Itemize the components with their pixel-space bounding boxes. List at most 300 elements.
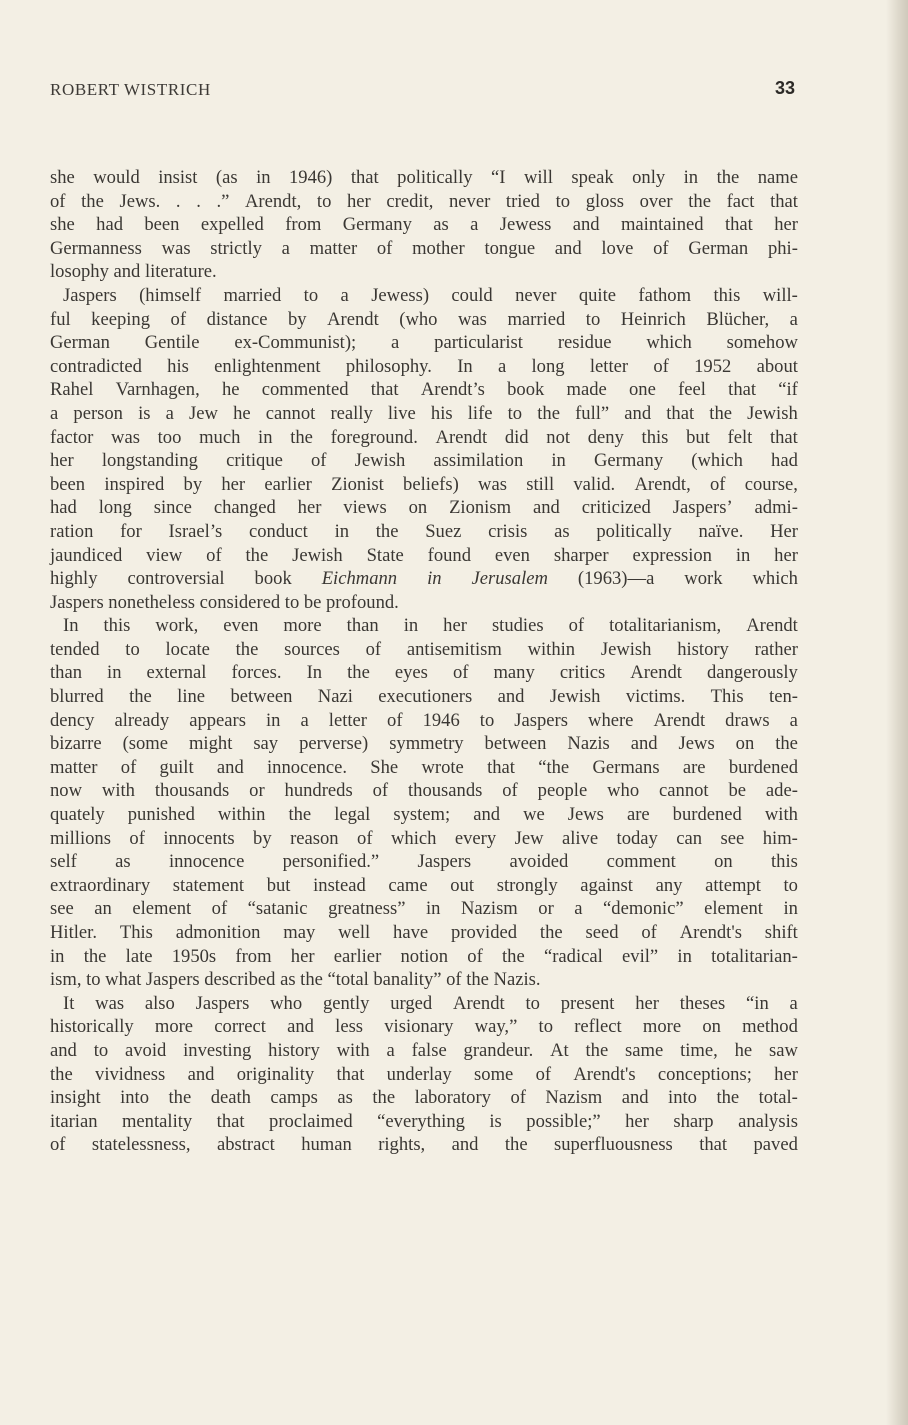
word: the — [709, 402, 732, 424]
word: into — [668, 1087, 697, 1109]
word: to — [93, 1039, 109, 1061]
word: was — [111, 426, 140, 448]
word: quite — [578, 284, 616, 306]
word: tended — [50, 638, 100, 660]
text-line — [50, 945, 798, 969]
word: full” — [575, 402, 610, 424]
word: had — [771, 450, 798, 472]
word: than — [50, 662, 83, 684]
word: Zionism — [449, 497, 512, 519]
word: this — [771, 851, 798, 873]
word: somehow — [726, 332, 798, 354]
word: reflect — [574, 1016, 622, 1038]
word: vividness — [95, 1063, 166, 1085]
word: Jaspers — [50, 591, 104, 613]
word: within — [217, 804, 266, 826]
word: legal — [334, 804, 371, 826]
word: had — [96, 214, 124, 236]
text-line — [50, 638, 798, 662]
word: between — [230, 686, 293, 708]
word: a — [789, 992, 798, 1014]
word: more — [283, 615, 322, 637]
word: valid. — [573, 473, 616, 495]
word: in — [783, 898, 798, 920]
word: even — [494, 544, 530, 566]
italic-word: Eichmann — [321, 568, 398, 590]
word: burdened — [672, 804, 742, 826]
word: that — [728, 379, 757, 401]
word: to — [316, 190, 332, 212]
word: that — [336, 1063, 365, 1085]
word: locate — [165, 638, 210, 660]
word: as — [554, 520, 570, 542]
word: present — [560, 992, 615, 1014]
word: line — [177, 686, 206, 708]
text-line — [50, 1039, 798, 1063]
word: Jewish — [747, 402, 798, 424]
word: the — [539, 922, 563, 943]
word: a — [391, 332, 400, 354]
word: Arendt's — [679, 922, 742, 943]
word: as — [337, 1087, 353, 1109]
word: beliefs) — [403, 473, 459, 495]
word: to — [86, 969, 101, 991]
word: a — [165, 402, 174, 424]
word: Gentile — [144, 332, 200, 354]
word: criticized — [581, 497, 651, 519]
word: and — [624, 402, 652, 424]
word: that — [350, 167, 379, 188]
word: that — [216, 1110, 245, 1132]
word: of — [170, 308, 187, 330]
word: see — [50, 898, 74, 920]
word: considered — [199, 591, 281, 613]
word: Jews. — [119, 190, 161, 212]
word: State — [366, 544, 404, 566]
word: of — [50, 190, 66, 212]
word: foreground. — [330, 426, 418, 448]
page-binding-shadow — [886, 0, 908, 1425]
word: people — [537, 780, 588, 802]
word: described — [204, 969, 276, 991]
word: Jaspers — [417, 851, 472, 873]
word: in — [683, 167, 699, 188]
word: her — [290, 945, 315, 967]
word: late — [125, 945, 153, 967]
word: never — [515, 284, 557, 306]
word: the — [585, 1039, 609, 1061]
word: the — [775, 733, 798, 755]
word: will- — [762, 284, 798, 306]
word: say — [253, 733, 279, 755]
word: the — [504, 1134, 528, 1156]
word: “demonic” — [603, 898, 684, 920]
word: In — [63, 615, 79, 637]
word: earlier — [264, 473, 312, 495]
word: “radical — [543, 945, 603, 967]
word: matter — [309, 237, 358, 259]
word: theses — [679, 992, 726, 1014]
word: as — [280, 969, 296, 991]
word: her — [625, 1110, 649, 1132]
word: even — [223, 615, 259, 637]
word: the — [129, 686, 152, 708]
word: highly — [50, 568, 98, 590]
word: abstract — [216, 1134, 275, 1156]
word: Germany — [342, 214, 412, 236]
word: longstanding — [101, 450, 198, 472]
word: ten- — [769, 686, 798, 708]
word: but — [686, 426, 710, 448]
word: which — [646, 332, 692, 354]
word: that — [487, 756, 515, 778]
word: expelled — [200, 214, 264, 236]
text-line — [50, 1015, 798, 1039]
text-line — [50, 732, 798, 756]
word: rights, — [378, 1134, 426, 1156]
word: than — [346, 615, 379, 637]
word: much — [199, 426, 241, 448]
text-line — [50, 190, 798, 214]
word: was — [478, 473, 507, 495]
word: Jews — [567, 804, 604, 826]
word: any — [655, 874, 683, 896]
word: (as — [215, 167, 238, 188]
word: sharp — [673, 1110, 714, 1132]
word: and — [216, 756, 244, 778]
word: and — [451, 1134, 479, 1156]
word: assimilation — [433, 450, 524, 472]
word: really — [330, 402, 373, 424]
word: and — [473, 804, 501, 826]
word: or — [249, 780, 265, 802]
word: where — [588, 709, 634, 731]
word: that — [770, 190, 798, 212]
word: her — [297, 497, 322, 519]
word: from — [235, 945, 272, 967]
word: and — [621, 1087, 649, 1109]
word: Israel’s — [168, 520, 223, 542]
word: crisis — [488, 520, 528, 542]
word: could — [451, 284, 493, 306]
word: perverse) — [299, 733, 369, 755]
word: matter — [50, 756, 98, 778]
word: her — [774, 214, 798, 236]
word: maintained — [620, 214, 704, 236]
word: his — [167, 355, 189, 377]
word: of — [206, 544, 222, 566]
word: correct — [214, 1016, 266, 1038]
word: comment — [606, 851, 676, 873]
word: . — [196, 190, 201, 212]
word: urged — [390, 992, 433, 1014]
word: Arendt, — [634, 473, 691, 495]
word: executioners — [378, 686, 473, 708]
word: of — [120, 756, 137, 778]
word: who — [607, 780, 640, 802]
word: book — [507, 379, 545, 401]
word: Germanness — [50, 237, 142, 259]
word: this — [103, 615, 131, 637]
word: that — [724, 214, 753, 236]
running-head — [50, 80, 795, 104]
word: now — [50, 780, 83, 802]
word: Jewish — [600, 638, 652, 660]
word: his — [430, 402, 453, 424]
word: 1946 — [422, 709, 460, 731]
text-line — [50, 874, 798, 898]
text-line — [50, 1063, 798, 1087]
word: time, — [680, 1039, 718, 1061]
word: was — [458, 308, 487, 330]
word: that — [769, 426, 798, 448]
word: investing — [183, 1039, 252, 1061]
word: Arendt’s — [420, 379, 485, 401]
word: sources — [284, 638, 340, 660]
word: Arendt — [653, 709, 706, 731]
word: ex-Communist); — [234, 332, 357, 354]
word: German — [50, 332, 110, 354]
word: keeping — [91, 308, 151, 330]
word: but — [266, 874, 291, 896]
word: a — [574, 898, 583, 920]
italic-word: Jerusalem — [471, 568, 548, 590]
text-line — [50, 402, 798, 426]
word: history — [677, 638, 729, 660]
body-text — [50, 166, 798, 1157]
word: an — [94, 898, 112, 920]
word: the — [347, 662, 370, 684]
word: total- — [758, 1087, 798, 1109]
word: married — [223, 284, 282, 306]
word: Heinrich — [620, 308, 686, 330]
word: about — [756, 355, 798, 377]
word: earlier — [333, 945, 382, 967]
word: of — [641, 922, 657, 943]
word: Arendt's — [573, 1063, 636, 1085]
word: to — [538, 1016, 553, 1038]
word: statelessness, — [91, 1134, 191, 1156]
word: 1946) — [288, 167, 333, 188]
word: conceptions; — [657, 1063, 752, 1085]
word: life — [467, 402, 493, 424]
word: quately — [50, 804, 105, 826]
word: that — [666, 402, 695, 424]
word: since — [153, 497, 192, 519]
word: never — [448, 190, 491, 212]
word: is — [489, 1110, 502, 1132]
word: guilt — [159, 756, 194, 778]
word: with — [101, 780, 135, 802]
word: Germany — [593, 450, 664, 472]
word: the — [716, 167, 740, 188]
word: long — [531, 355, 565, 377]
word: of — [365, 638, 382, 660]
word: tried — [505, 190, 540, 212]
word: mentality — [121, 1110, 193, 1132]
word: did — [504, 426, 529, 448]
word: saw — [769, 1039, 798, 1061]
text-line — [50, 567, 798, 591]
text-line — [50, 591, 798, 615]
word: notion — [400, 945, 449, 967]
word: provided — [450, 922, 518, 943]
word: banality” — [373, 969, 442, 991]
word: Jaspers — [514, 709, 568, 731]
word: found — [427, 544, 472, 566]
word: or — [538, 898, 554, 920]
word: who — [270, 992, 303, 1014]
word: in — [551, 450, 566, 472]
text-line — [50, 496, 798, 520]
word: originality — [236, 1063, 315, 1085]
text-line — [50, 544, 798, 568]
word: the — [83, 945, 107, 967]
text-line — [50, 850, 798, 874]
word: Jaspers — [145, 969, 200, 991]
word: credit, — [386, 190, 434, 212]
word: It — [63, 992, 75, 1014]
text-line — [50, 709, 798, 733]
word: over — [639, 190, 673, 212]
word: Jew — [189, 402, 218, 424]
word: to — [125, 638, 140, 660]
word: (some — [122, 733, 169, 755]
word: to — [284, 591, 300, 613]
word: her — [774, 1063, 798, 1085]
word: extraordinary — [50, 874, 151, 896]
text-line — [50, 426, 798, 450]
word: punished — [127, 804, 195, 826]
word: rather — [754, 638, 798, 660]
word: as — [115, 851, 131, 873]
text-line — [50, 284, 798, 308]
word: and — [287, 1016, 314, 1038]
word: ade- — [765, 780, 798, 802]
word: contradicted — [50, 355, 142, 377]
word: a — [50, 402, 59, 424]
word: millions — [50, 827, 111, 849]
word: paved — [753, 1134, 798, 1156]
word: Zionist — [331, 473, 384, 495]
word: the — [466, 969, 489, 991]
word: letter — [589, 355, 629, 377]
word: German — [688, 237, 749, 259]
word: false — [411, 1039, 447, 1061]
word: been — [144, 214, 180, 236]
word: admonition — [175, 922, 261, 943]
text-line — [50, 260, 798, 284]
word: long — [98, 497, 132, 519]
word: self — [50, 851, 77, 873]
word: changed — [213, 497, 276, 519]
word: Varnhagen, — [115, 379, 200, 401]
word: (1963)—a — [577, 568, 655, 590]
word: Jaspers — [63, 284, 117, 306]
word: speak — [571, 167, 614, 188]
text-line — [50, 355, 798, 379]
word: seed — [585, 922, 619, 943]
word: fathom — [638, 284, 692, 306]
word: against — [580, 874, 633, 896]
word: also — [144, 992, 175, 1014]
word: already — [114, 709, 170, 731]
word: Jaspers — [195, 992, 250, 1014]
word: hundreds — [284, 780, 353, 802]
word: a — [789, 308, 798, 330]
word: to — [479, 709, 495, 731]
word: controversial — [127, 568, 225, 590]
word: totalitarian- — [711, 945, 798, 967]
word: Jaspers’ — [672, 497, 733, 519]
italic-word: in — [427, 568, 442, 590]
word: Nazism — [545, 1087, 603, 1109]
word: in — [334, 520, 350, 542]
word: a — [386, 1039, 395, 1061]
word: less — [335, 1016, 364, 1038]
word: She — [370, 756, 399, 778]
word: feel — [678, 379, 706, 401]
word: and — [630, 733, 658, 755]
text-line — [50, 897, 798, 921]
word: from — [285, 214, 322, 236]
word: instead — [313, 874, 366, 896]
word: literature. — [144, 261, 217, 283]
page-number: 33 — [774, 78, 795, 98]
word: of — [452, 662, 469, 684]
word: external — [146, 662, 207, 684]
word: be — [728, 780, 747, 802]
word: of — [387, 709, 403, 731]
word: At — [550, 1039, 569, 1061]
word: more — [642, 1016, 682, 1038]
word: factor — [50, 426, 94, 448]
word: Hitler. — [50, 922, 97, 943]
word: to — [525, 992, 540, 1014]
running-head-author: ROBERT WISTRICH — [50, 80, 211, 99]
text-line — [50, 237, 798, 261]
word: Nazi — [317, 686, 353, 708]
word: strictly — [210, 237, 262, 259]
text-line — [50, 921, 798, 945]
word: every — [454, 827, 497, 849]
word: politically — [596, 520, 672, 542]
word: to — [507, 402, 523, 424]
word: too — [157, 426, 182, 448]
word: innocents — [163, 827, 235, 849]
word: the — [502, 945, 525, 967]
word: a — [300, 709, 309, 731]
word: felt — [727, 426, 753, 448]
word: came — [388, 874, 428, 896]
word: method — [742, 1016, 798, 1038]
word: Arendt — [435, 426, 488, 448]
word: of — [372, 780, 389, 802]
word: dency — [50, 709, 95, 731]
word: in — [735, 544, 751, 566]
word: a — [789, 709, 798, 731]
word: totalitarianism, — [609, 615, 722, 637]
word: naïve. — [698, 520, 744, 542]
word: Jew — [514, 827, 544, 849]
word: Germans — [592, 756, 660, 778]
word: in — [677, 945, 692, 967]
word: greatness” — [328, 898, 406, 920]
word: insist — [158, 167, 198, 188]
word: way,” — [474, 1016, 518, 1038]
word: thousands — [154, 780, 230, 802]
word: the — [537, 402, 560, 424]
